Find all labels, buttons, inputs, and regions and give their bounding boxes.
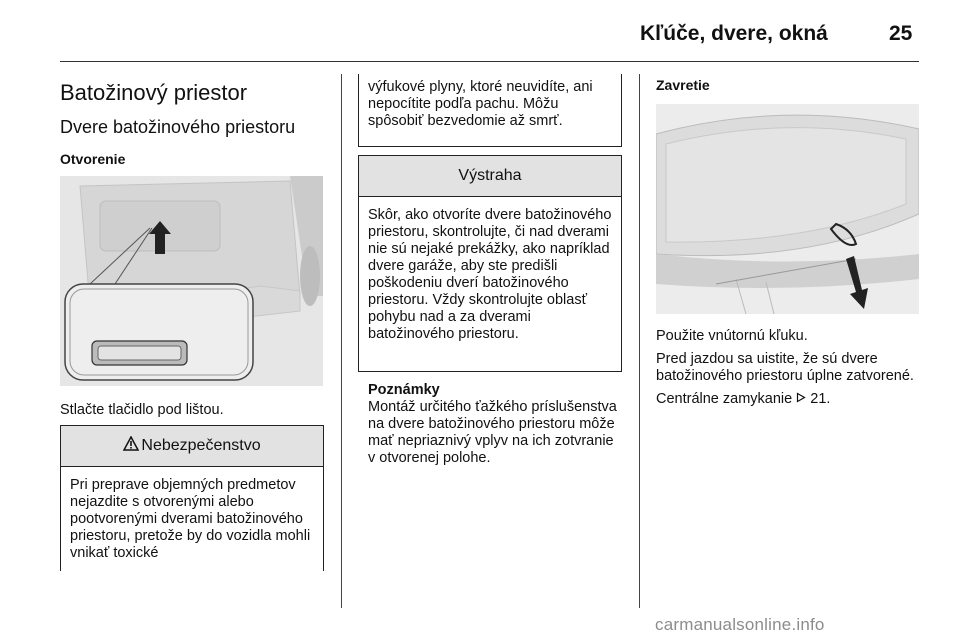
arrow-ref-icon <box>796 391 810 407</box>
warning-box-text: Skôr, ako otvoríte dvere batožinového priestoru, skontrolujte, či nad dverami nie sú nejaké prekážky, ako napríklad dvere garáže, aby ste predišli poškodeniu dverí batožinového priestoru. Vždy skontrolujte oblasť pohybu nad a za dverami batožinového priestoru. <box>368 207 612 342</box>
danger-box-title: Nebezpečenstvo <box>141 437 261 454</box>
tailgate-closing-illustration <box>656 104 919 314</box>
section-title: Batožinový priestor <box>60 80 248 105</box>
warning-triangle-icon <box>123 436 139 456</box>
watermark: carmanualsonline.info <box>655 615 825 634</box>
column-divider <box>639 74 640 608</box>
page-header <box>0 0 960 60</box>
tailgate-button-illustration <box>60 176 323 386</box>
header-title: Kľúče, dvere, okná <box>640 22 828 45</box>
subsection-title: Dvere batožinového priestoru <box>60 117 296 137</box>
column-divider <box>341 74 342 608</box>
danger-box <box>60 425 324 571</box>
danger-box-continued <box>358 74 622 147</box>
closing-title: Zavretie <box>656 77 710 93</box>
warning-box-header <box>359 156 621 197</box>
figure-caption: Stlačte tlačidlo pod lištou. <box>60 402 224 418</box>
page-reference-link[interactable]: 21. <box>810 391 831 407</box>
opening-title: Otvorenie <box>60 151 126 167</box>
column-1 <box>60 74 326 168</box>
danger-continued-text: výfukové plyny, ktoré neuvidíte, ani nepocítite podľa pachu. Môžu spôsobiť bezvedomie až smrť. <box>368 79 593 129</box>
page-number: 25 <box>889 22 913 45</box>
closing-text <box>656 328 921 414</box>
central-locking-text: Centrálne zamykanie <box>656 391 793 407</box>
warning-box <box>358 155 622 372</box>
note-block <box>368 382 624 467</box>
danger-box-text: Pri preprave objemných predmetov nejazdite s otvorenými alebo pootvorenými dverami batožinového priestoru, pretože by do vozidla mohli vnikať toxické <box>70 477 311 561</box>
closing-para-1: Použite vnútornú kľuku. <box>656 328 808 344</box>
header-rule <box>60 61 919 62</box>
danger-box-header <box>61 426 323 467</box>
note-text: Montáž určitého ťažkého príslušenstva na dvere batožinového priestoru môže mať nepriaznivý vplyv na ich zotvranie v otvorenej polohe. <box>368 399 617 466</box>
closing-para-2: Pred jazdou sa uistite, že sú dvere batožinového priestoru úplne zatvorené. <box>656 351 914 384</box>
note-title: Poznámky <box>368 382 440 398</box>
closing-para-3 <box>656 391 921 408</box>
warning-box-title: Výstraha <box>458 167 522 184</box>
